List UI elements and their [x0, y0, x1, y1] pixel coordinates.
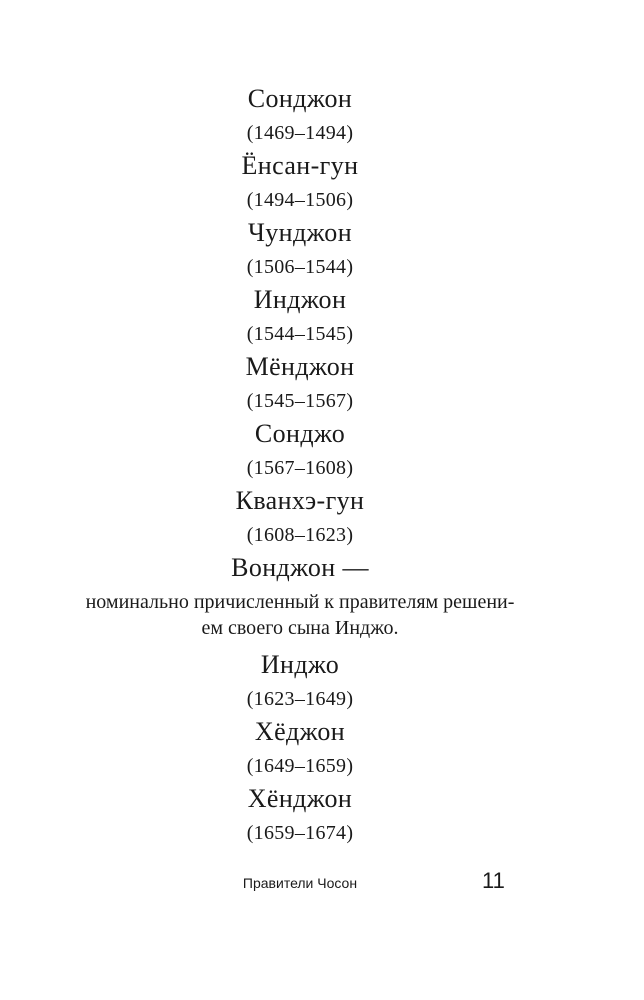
- ruler-name: Вонджон —: [231, 553, 369, 582]
- ruler-entry: [0, 650, 600, 712]
- ruler-name: Хёнджон: [247, 784, 353, 813]
- ruler-years: (1544–1545): [246, 323, 354, 345]
- ruler-name: Хёджон: [254, 717, 346, 746]
- ruler-years: (1506–1544): [246, 256, 354, 278]
- page-number: 11: [482, 868, 505, 893]
- ruler-name: Инджо: [260, 650, 340, 679]
- ruler-entry: [0, 84, 600, 146]
- ruler-years: (1659–1674): [246, 822, 354, 844]
- ruler-name: Инджон: [253, 285, 347, 314]
- ruler-name: Кванхэ-гун: [235, 486, 365, 515]
- ruler-entry: [0, 419, 600, 481]
- ruler-years: (1545–1567): [246, 390, 354, 412]
- ruler-years: (1623–1649): [246, 688, 354, 710]
- ruler-entry: [0, 784, 600, 846]
- ruler-entry: [0, 352, 600, 414]
- ruler-name: Сонджон: [247, 84, 353, 113]
- ruler-name: Ёнсан-гун: [241, 151, 359, 180]
- ruler-entry: [0, 151, 600, 213]
- ruler-years: (1608–1623): [246, 524, 354, 546]
- ruler-entry: [0, 486, 600, 548]
- ruler-name: Чунджон: [247, 218, 353, 247]
- ruler-years: (1567–1608): [246, 457, 354, 479]
- ruler-years: (1494–1506): [246, 189, 354, 211]
- ruler-name: Мёнджон: [245, 352, 355, 381]
- ruler-entry-with-note: [0, 553, 600, 641]
- ruler-entry: [0, 285, 600, 347]
- running-footer-title: Правители Чосон: [242, 875, 358, 891]
- ruler-note-line: номинально причисленный к правителям решени-: [85, 591, 515, 613]
- ruler-years: (1469–1494): [246, 122, 354, 144]
- ruler-note-line: ем своего сына Инджо.: [201, 617, 399, 639]
- ruler-years: (1649–1659): [246, 755, 354, 777]
- ruler-entry: [0, 218, 600, 280]
- ruler-name: Сонджо: [254, 419, 346, 448]
- ruler-entry: [0, 717, 600, 779]
